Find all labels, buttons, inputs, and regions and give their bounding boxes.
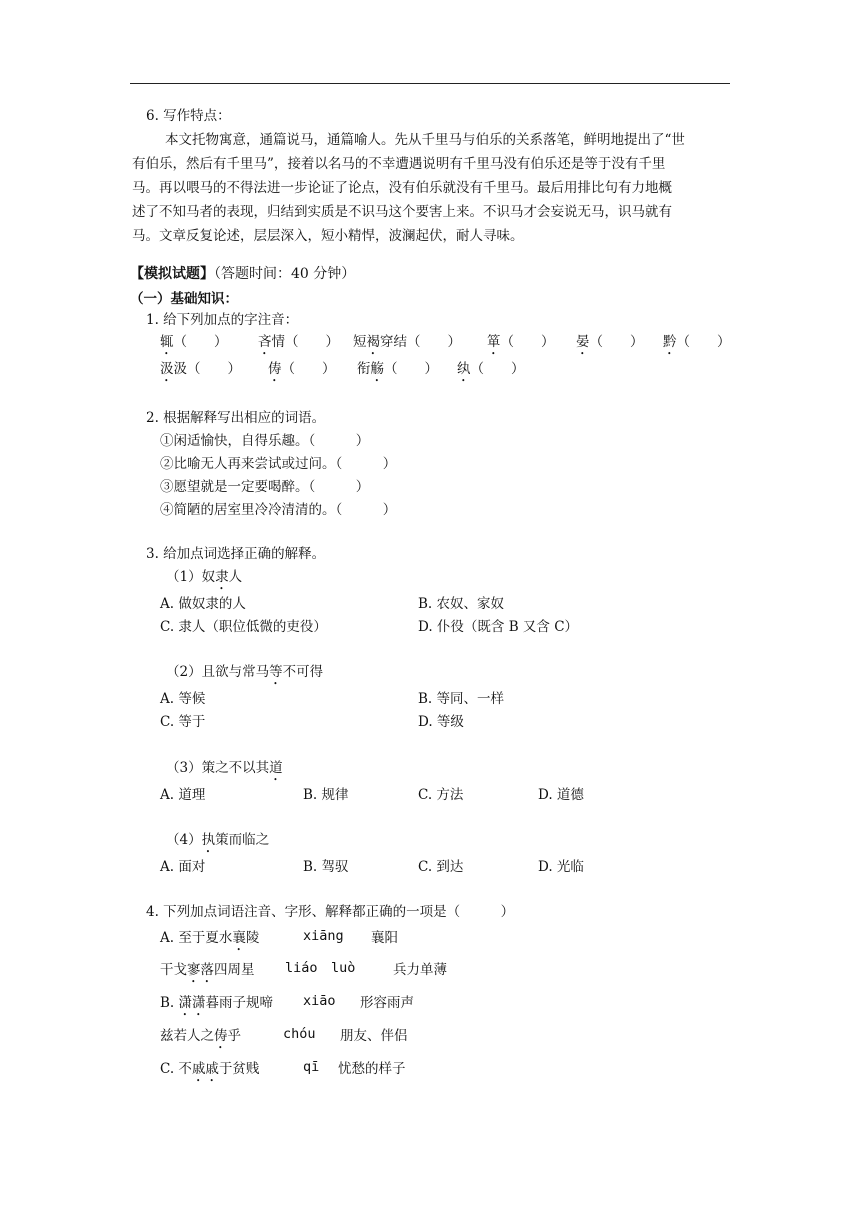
q3-option: A. 做奴隶的人 (160, 596, 246, 612)
q1-item: 汲汲（ ） (160, 361, 241, 377)
q3-option: D. 等级 (418, 714, 464, 730)
q3-sub-question: （3）策之不以其道 (166, 760, 283, 776)
q4-option-line: B. 潇潇暮雨子规啼 (160, 995, 274, 1011)
q2-item: ③愿望就是一定要喝醉。（ ） (160, 479, 370, 495)
q3-sub-question: （1）奴隶人 (166, 569, 243, 585)
q4-meaning: 襄阳 (371, 930, 398, 946)
question-3-prompt: 3. 给加点词选择正确的解释。 (146, 546, 326, 562)
paragraph-line: 马。再以喂马的不得法进一步论证了论点，没有伯乐就没有千里马。最后用排比句有力地概 (132, 180, 672, 196)
exam-title: 【模拟试题】 (130, 266, 214, 282)
q3-option: A. 等候 (160, 691, 206, 707)
paragraph-line: 马。文章反复论述，层层深入，短小精悍，波澜起伏，耐人寻味。 (132, 228, 524, 244)
q4-option-line: A. 至于夏水襄陵 (160, 930, 260, 946)
q1-item: 短褐穿结（ ） (353, 334, 461, 350)
q4-meaning: 兵力单薄 (393, 962, 447, 978)
q4-pinyin: qī (303, 1059, 320, 1075)
writing-features-heading: 6. 写作特点： (146, 108, 231, 124)
q1-item: 吝情（ ） (258, 334, 339, 350)
q1-item: 衔觞（ ） (357, 361, 438, 377)
q3-option: A. 道理 (160, 787, 206, 803)
q4-meaning: 忧愁的样子 (338, 1061, 406, 1077)
q1-item: 纨（ ） (457, 361, 525, 377)
q3-option: D. 道德 (538, 787, 584, 803)
exam-time-note: （答题时间：40 分钟） (214, 266, 356, 282)
q3-option: B. 规律 (303, 787, 349, 803)
q3-option: C. 方法 (418, 787, 464, 803)
q3-option: C. 隶人（职位低微的吏役） (160, 619, 327, 635)
q2-item: ④简陋的居室里冷冷清清的。（ ） (160, 502, 397, 518)
q2-item: ①闲适愉快，自得乐趣。（ ） (160, 433, 370, 449)
q3-sub-question: （2）且欲与常马等不可得 (166, 664, 324, 680)
q3-option: C. 到达 (418, 859, 464, 875)
q4-meaning: 形容雨声 (360, 995, 414, 1011)
question-1-prompt: 1. 给下列加点的字注音： (146, 312, 299, 328)
paragraph-line: 述了不知马者的表现，归结到实质是不识马这个要害上来。不识马才会妄说无马，识马就有 (132, 204, 672, 220)
q4-pinyin: chóu (283, 1026, 316, 1042)
header-rule (130, 83, 730, 84)
q2-item: ②比喻无人再来尝试或过问。（ ） (160, 456, 397, 472)
q4-pinyin: xiāo (303, 993, 336, 1009)
q4-option-line: C. 不戚戚于贫贱 (160, 1061, 260, 1077)
q1-item: 晏（ ） (576, 334, 644, 350)
q1-item: 箪（ ） (487, 334, 555, 350)
q1-item: 辄（ ） (160, 334, 228, 350)
q3-option: B. 农奴、家奴 (418, 596, 505, 612)
q1-item: 黔（ ） (663, 334, 731, 350)
q1-item: 俦（ ） (268, 361, 336, 377)
q4-pinyin: xiāng (303, 928, 344, 944)
q4-pinyin: liáo luò (285, 960, 356, 976)
q3-option: D. 仆役（既含 B 又含 C） (418, 619, 579, 635)
q3-option: D. 光临 (538, 859, 584, 875)
question-2-prompt: 2. 根据解释写出相应的词语。 (146, 410, 326, 426)
question-4-prompt: 4. 下列加点词语注音、字形、解释都正确的一项是（ ） (146, 904, 515, 920)
paragraph-line: 有伯乐，然后有千里马”，接着以名马的不幸遭遇说明有千里马没有伯乐还是等于没有千里 (132, 156, 666, 172)
q3-option: B. 驾驭 (303, 859, 349, 875)
q4-meaning: 朋友、伴侣 (340, 1028, 408, 1044)
q3-option: C. 等于 (160, 714, 206, 730)
q3-option: A. 面对 (160, 859, 206, 875)
section-heading: （一）基础知识： (130, 291, 238, 307)
q4-option-line: 兹若人之俦乎 (160, 1028, 241, 1044)
paragraph-line: 本文托物寓意，通篇说马，通篇喻人。先从千里马与伯乐的关系落笔，鲜明地提出了“世 (165, 132, 685, 148)
q3-sub-question: （4）执策而临之 (166, 832, 270, 848)
exam-heading (130, 266, 355, 283)
q4-option-line: 干戈寥落四周星 (160, 962, 255, 978)
q3-option: B. 等同、一样 (418, 691, 505, 707)
